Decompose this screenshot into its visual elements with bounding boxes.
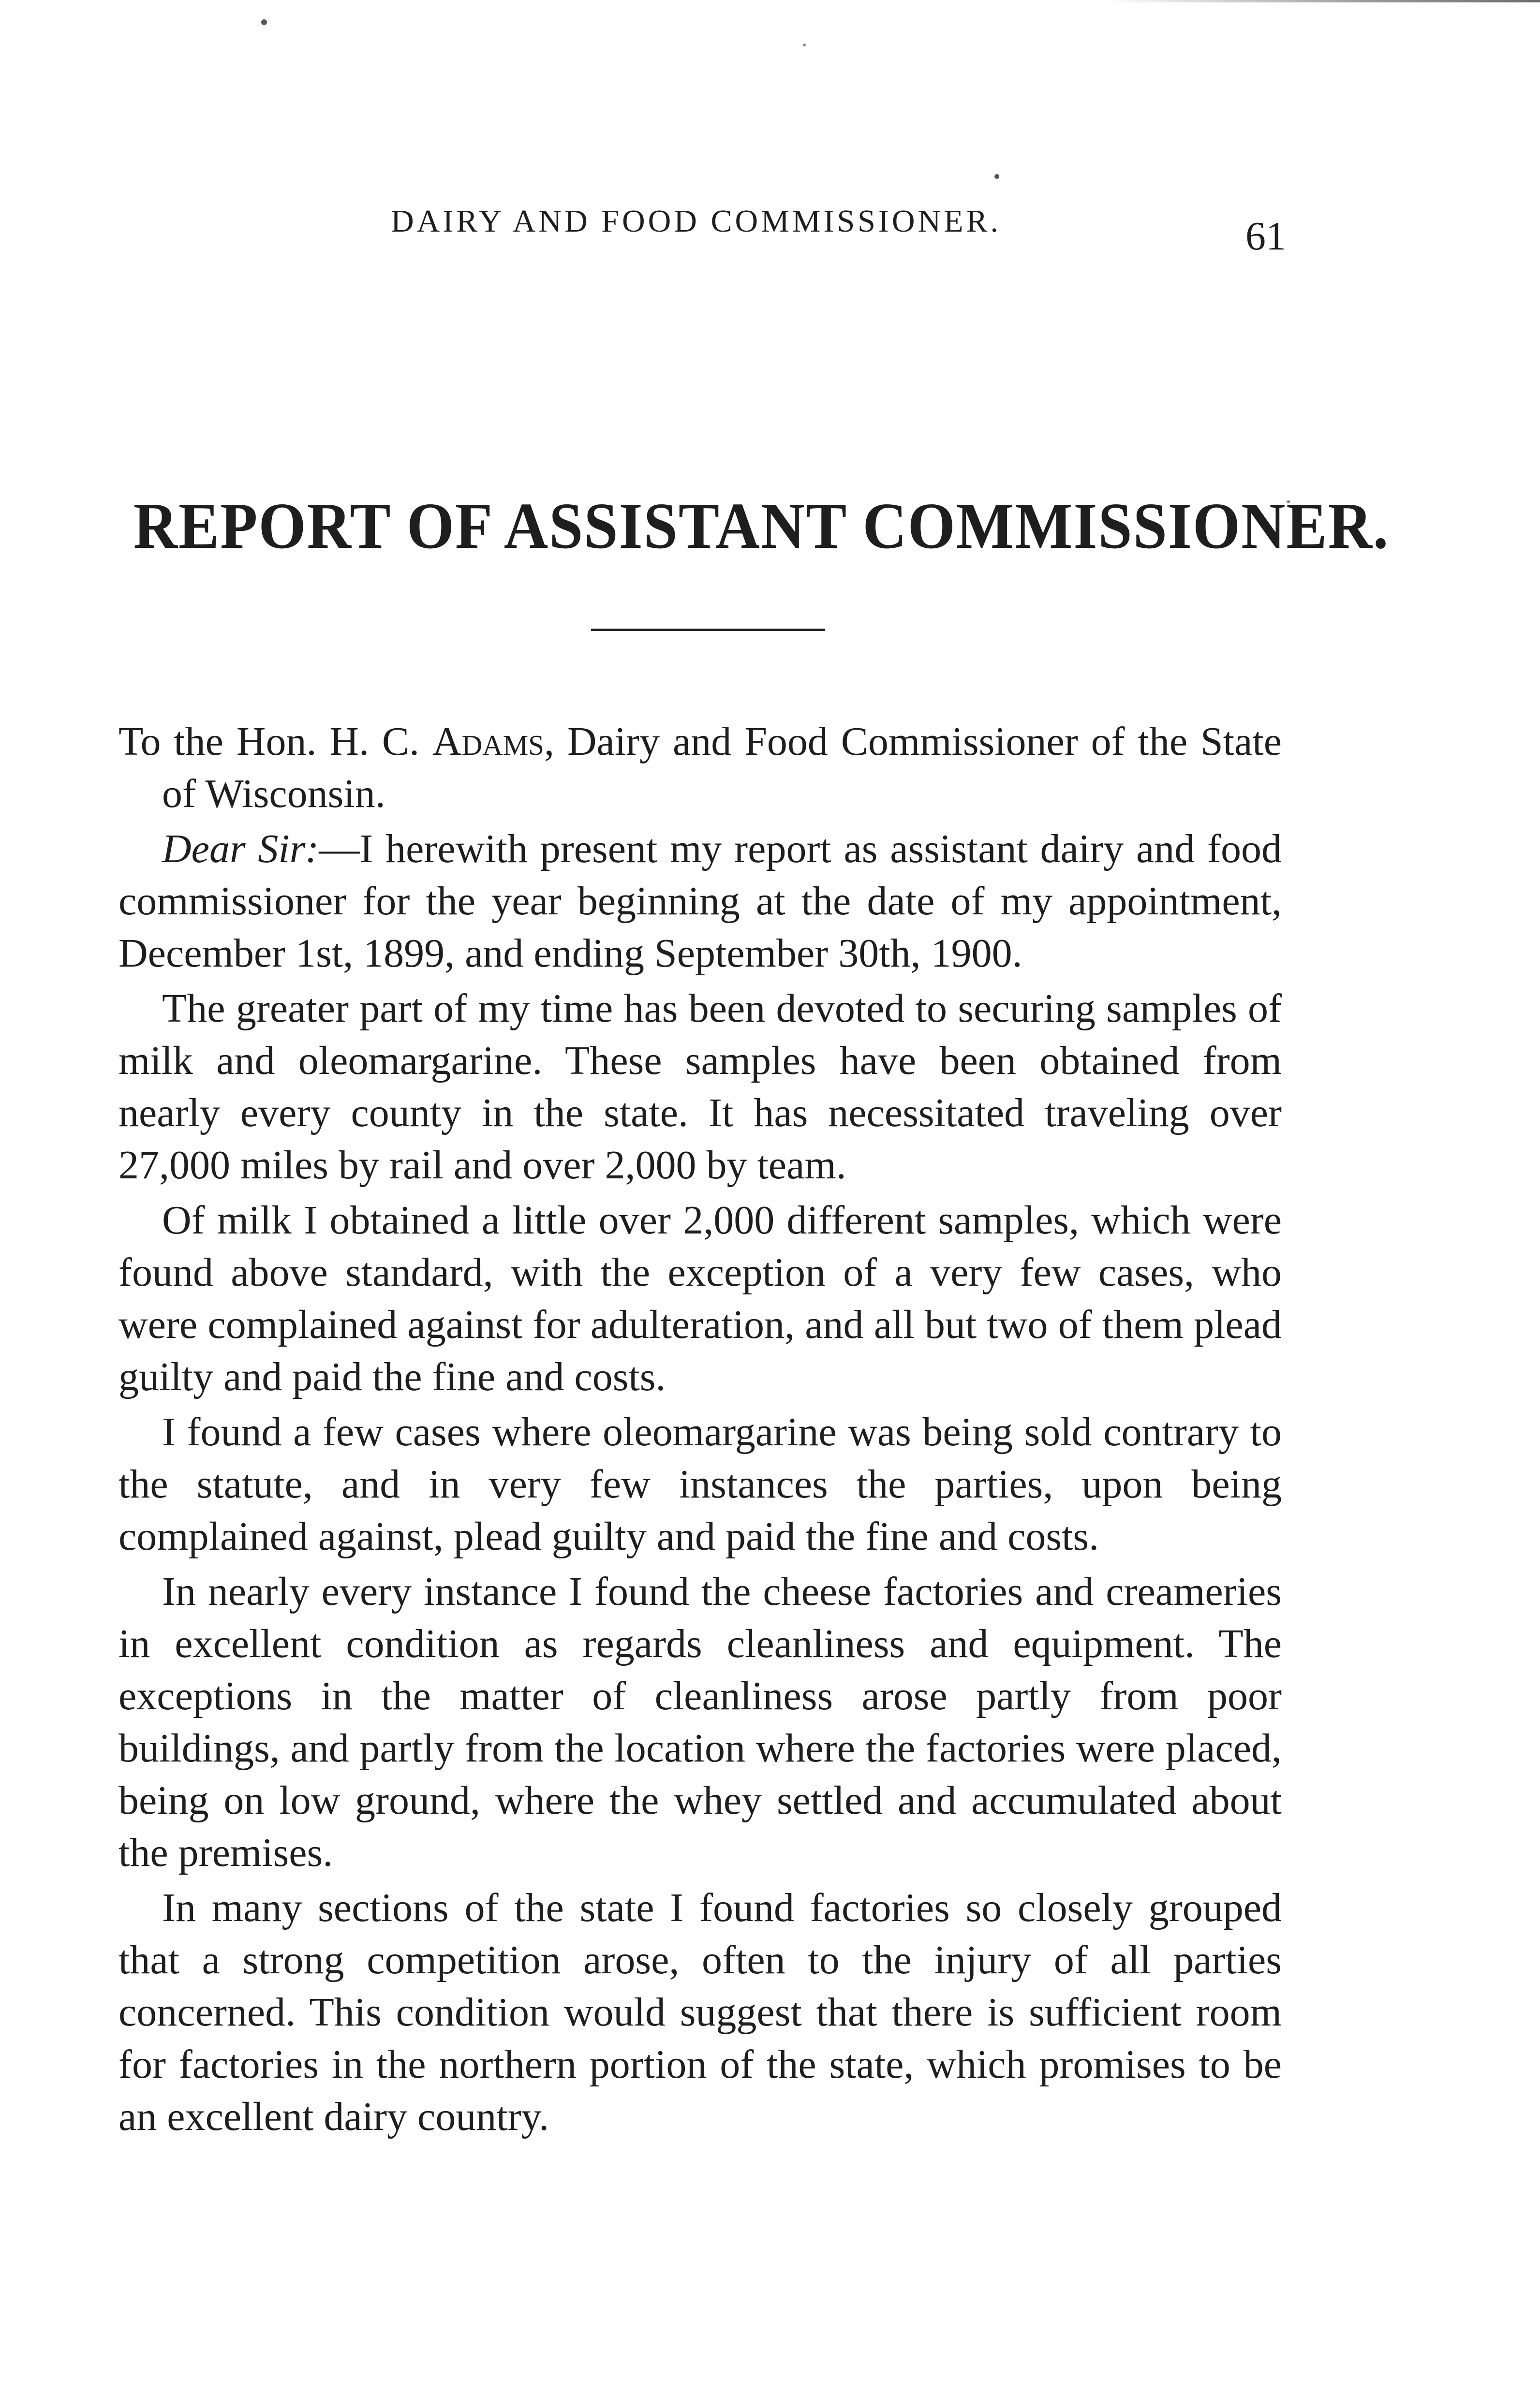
paragraph: In nearly every instance I found the cheese factories and creameries in excellent condition as regards cleanliness and equipment. The exceptions in the matter of cleanliness arose partly from poor buildings, and partly from the location where the factories were placed, being on low ground, where the whey settled and accumulated about the premises. [118, 1569, 1282, 1875]
address-line [118, 716, 1282, 820]
address-block [118, 716, 1282, 820]
page-title: REPORT OF ASSISTANT COMMISSIONER. [133, 490, 1390, 562]
salutation-paragraph [118, 823, 1282, 980]
address-suffix: , Dairy and Food Commissioner of the State of Wisconsin. [162, 719, 1282, 816]
salutation-label: Dear Sir: [162, 826, 319, 871]
salutation-text: —I herewith present my report as assistant dairy and food commissioner for the year beginning at the date of my appointment, December 1st, 1899, and ending September 30th, 1900. [118, 826, 1282, 976]
paragraph: In many sections of the state I found factories so closely grouped that a strong competition arose, often to the injury of all parties concerned. This condition would suggest that there is sufficient room for factories in the northern portion of the state, which promises to be an excellent dairy country. [118, 1885, 1282, 2139]
paragraph: The greater part of my time has been devoted to securing samples of milk and oleomargarine. These samples have been obtained from nearly every county in the state. It has necessitated traveling over 27,000 miles by rail and over 2,000 by team. [118, 986, 1282, 1188]
running-head: DAIRY AND FOOD COMMISSIONER. [391, 204, 1002, 239]
scan-edge-line [1105, 0, 1540, 2]
scan-speck [803, 44, 806, 46]
paragraph: I found a few cases where oleomargarine was being sold contrary to the statute, and in very few instances the parties, upon being complained against, plead guilty and paid the fine and costs. [118, 1410, 1282, 1559]
scan-speck [994, 174, 999, 179]
scan-speck [261, 19, 267, 25]
paragraph: Of milk I obtained a little over 2,000 different samples, which were found above standard, with the exception of a very few cases, who were complained against for adulteration, and all but two of them plead guilty and paid the fine and costs. [118, 1198, 1282, 1399]
address-prefix: To the Hon. H. C. [118, 719, 432, 764]
body-text [118, 716, 1282, 2146]
page-number: 61 [1245, 214, 1286, 259]
addressee-name: Adams [432, 719, 544, 764]
title-rule [591, 629, 825, 631]
